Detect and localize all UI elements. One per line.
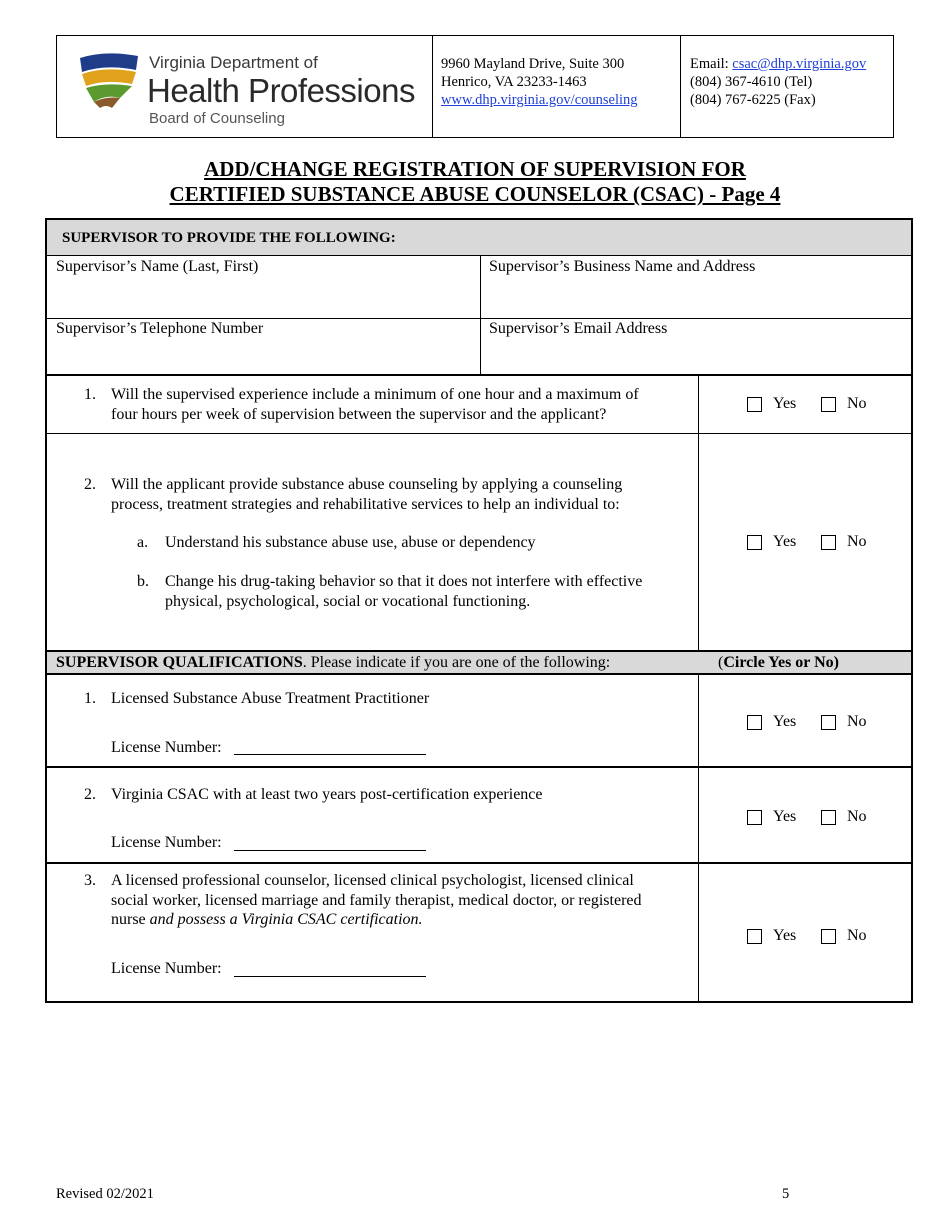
- qual3-number: 3.: [84, 872, 96, 889]
- business-address-label: Supervisor’s Business Name and Address: [489, 258, 756, 275]
- circle-instruction: [718, 653, 839, 673]
- dhp-logo-icon: [76, 52, 142, 110]
- supervision-form: [45, 218, 913, 1003]
- telephone-field[interactable]: [47, 340, 480, 374]
- qual1-license-field[interactable]: [234, 754, 426, 755]
- qual3-line1: A licensed professional counselor, licensed clinical psychologist, licensed clinical: [111, 872, 634, 889]
- fax-line: (804) 767-6225 (Fax): [690, 92, 816, 108]
- qualifications-heading-bold: SUPERVISOR QUALIFICATIONS: [56, 654, 303, 671]
- letterhead: [56, 35, 894, 138]
- q1-line2: four hours per week of supervision between the supervisor and the applicant?: [111, 406, 607, 423]
- q1-line1: Will the supervised experience include a minimum of one hour and a maximum of: [111, 386, 639, 403]
- q2-no-checkbox[interactable]: [821, 535, 836, 550]
- q2-line2: process, treatment strategies and rehabilitative services to help an individual to:: [111, 496, 620, 513]
- qual1-license-label: License Number:: [111, 739, 222, 756]
- contact-cell: [682, 36, 894, 137]
- section-heading: SUPERVISOR TO PROVIDE THE FOLLOWING:: [62, 230, 396, 246]
- logo-line1: Virginia Department of: [149, 53, 318, 72]
- supervisor-name-label: Supervisor’s Name (Last, First): [56, 258, 259, 275]
- qual3-yes-checkbox[interactable]: [747, 929, 762, 944]
- qual3-line3-plain: nurse: [111, 911, 150, 928]
- q2-number: 2.: [84, 476, 96, 493]
- supervisor-name-field[interactable]: [47, 278, 480, 317]
- q2-a-label: a.: [137, 534, 149, 551]
- tel-line: (804) 367-4610 (Tel): [690, 74, 813, 90]
- q1-no-label: No: [847, 395, 867, 412]
- q1-yes-checkbox[interactable]: [747, 397, 762, 412]
- qual2-yes-checkbox[interactable]: [747, 810, 762, 825]
- q2-line1: Will the applicant provide substance abuse counseling by applying a counseling: [111, 476, 623, 493]
- page-number: 5: [782, 1186, 790, 1202]
- qual3-yes-label: Yes: [773, 927, 797, 944]
- email-label: Email:: [690, 56, 733, 72]
- qual2-number: 2.: [84, 786, 96, 803]
- q2-a-text: Understand his substance abuse use, abuse or dependency: [165, 534, 536, 551]
- page-title-line1: ADD/CHANGE REGISTRATION OF SUPERVISION FOR: [204, 157, 746, 181]
- circle-bold: Circle Yes or No): [723, 654, 839, 671]
- business-address-field[interactable]: [481, 278, 911, 317]
- qual1-yes-label: Yes: [773, 713, 797, 730]
- email-link[interactable]: csac@dhp.virginia.gov: [732, 56, 867, 72]
- email-address-label: Supervisor’s Email Address: [489, 320, 668, 337]
- logo-line3: Board of Counseling: [149, 110, 285, 127]
- logo-line2: Health Professions: [147, 72, 415, 109]
- qualifications-heading: [56, 653, 610, 673]
- qual3-line2: social worker, licensed marriage and family therapist, medical doctor, or registered: [111, 892, 642, 909]
- qual1-text: Licensed Substance Abuse Treatment Practitioner: [111, 690, 430, 707]
- page-title-line2: CERTIFIED SUBSTANCE ABUSE COUNSELOR (CSAC) - Page 4: [169, 182, 781, 206]
- q1-yes-label: Yes: [773, 395, 797, 412]
- qual2-no-label: No: [847, 808, 867, 825]
- qual3-no-label: No: [847, 927, 867, 944]
- logo-cell: [57, 36, 433, 137]
- qual3-line3-italic: and possess a Virginia CSAC certification.: [149, 911, 423, 928]
- qual2-no-checkbox[interactable]: [821, 810, 836, 825]
- address-cell: [433, 36, 681, 137]
- address-line2: Henrico, VA 23233-1463: [441, 74, 587, 90]
- qualifications-heading-rest: . Please indicate if you are one of the following:: [302, 654, 611, 671]
- q2-no-label: No: [847, 533, 867, 550]
- qual1-no-label: No: [847, 713, 867, 730]
- qual3-line3: [111, 910, 423, 930]
- q1-number: 1.: [84, 386, 96, 403]
- email-field[interactable]: [481, 340, 911, 374]
- qual2-license-field[interactable]: [234, 850, 426, 851]
- address-line1: 9960 Mayland Drive, Suite 300: [441, 56, 625, 72]
- q2-b-line2: physical, psychological, social or vocational functioning.: [165, 593, 531, 610]
- q1-no-checkbox[interactable]: [821, 397, 836, 412]
- q2-b-line1: Change his drug-taking behavior so that it does not interfere with effective: [165, 573, 643, 590]
- qual2-text: Virginia CSAC with at least two years post-certification experience: [111, 786, 543, 803]
- qual1-yes-checkbox[interactable]: [747, 715, 762, 730]
- qual2-yes-label: Yes: [773, 808, 797, 825]
- qual3-license-field[interactable]: [234, 976, 426, 977]
- qual1-number: 1.: [84, 690, 96, 707]
- q2-yes-checkbox[interactable]: [747, 535, 762, 550]
- qual2-license-label: License Number:: [111, 834, 222, 851]
- telephone-label: Supervisor’s Telephone Number: [56, 320, 264, 337]
- email-line: [690, 55, 894, 73]
- q2-b-label: b.: [137, 573, 149, 590]
- circle-open: (: [718, 654, 724, 671]
- website-link[interactable]: www.dhp.virginia.gov/counseling: [441, 92, 638, 108]
- revision-date: Revised 02/2021: [56, 1186, 154, 1202]
- qual3-no-checkbox[interactable]: [821, 929, 836, 944]
- qual1-no-checkbox[interactable]: [821, 715, 836, 730]
- q2-yes-label: Yes: [773, 533, 797, 550]
- qual3-license-label: License Number:: [111, 960, 222, 977]
